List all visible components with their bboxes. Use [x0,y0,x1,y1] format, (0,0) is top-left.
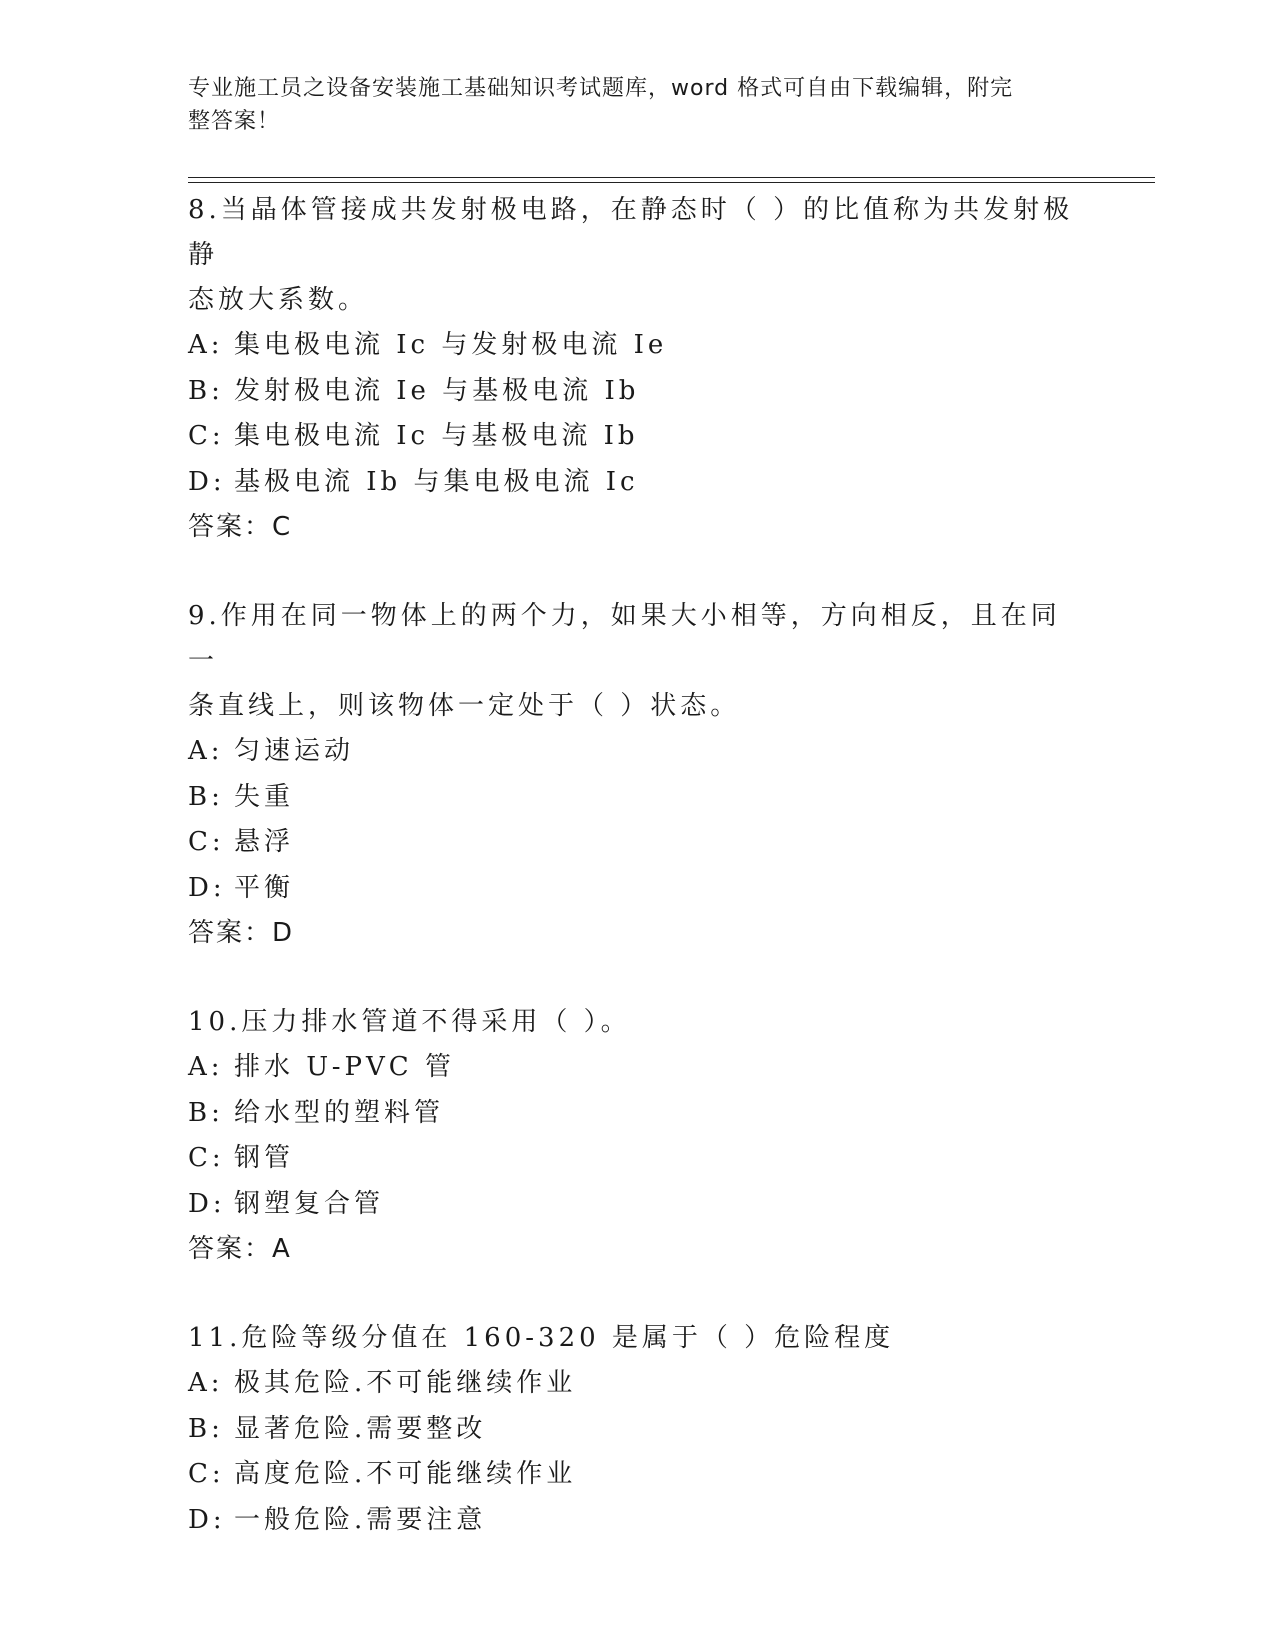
question-text-line: 条直线上，则该物体一定处于（ ）状态。 [188,691,741,721]
option-text: 钢管 [234,1143,295,1173]
option-text: 悬浮 [234,827,295,857]
option-text: 失重 [234,781,295,812]
option-text: 匀速运动 [234,736,355,766]
option-d [188,1498,1148,1544]
option-a [188,1045,1148,1091]
question-text-line: 8.当晶体管接成共发射极电路，在静态时（ ）的比值称为共发射极静 [188,195,1074,270]
option-c [188,414,1148,460]
option-text: 排水 U-PVC 管 [234,1052,455,1082]
option-letter: C: [188,1459,225,1489]
option-letter: B: [188,375,224,406]
option-b [188,1091,1148,1137]
question-11 [188,1316,1148,1543]
option-letter: D: [188,872,226,903]
header-line-2: 整答案！ [188,109,281,134]
header-divider-bottom [188,182,1155,183]
option-text: 高度危险.不可能继续作业 [234,1459,577,1489]
option-letter: D: [188,1504,226,1535]
option-letter: B: [188,1097,224,1128]
option-text: 集电极电流 Ic 与发射极电流 Ie [234,330,668,360]
question-text [188,1316,1088,1361]
option-letter: A: [188,330,224,360]
question-9 [188,594,1148,956]
option-a [188,1361,1148,1407]
option-c [188,820,1148,866]
option-a [188,729,1148,775]
answer-line: 答案：D [188,918,295,948]
question-text [188,188,1088,323]
question-spacer [188,550,1148,594]
option-a [188,323,1148,369]
question-8 [188,188,1148,550]
question-spacer [188,956,1148,1000]
question-text-line: 9.作用在同一物体上的两个力，如果大小相等，方向相反，且在同一 [188,601,1061,676]
question-text-line: 11.危险等级分值在 160-320 是属于（ ）危险程度 [188,1323,895,1353]
option-text: 平衡 [234,872,295,903]
option-text: 钢塑复合管 [234,1188,385,1219]
option-text: 集电极电流 Ic 与基极电流 Ib [234,421,639,451]
option-letter: B: [188,1413,224,1444]
option-letter: A: [188,1052,224,1082]
option-c [188,1136,1148,1182]
document-header [188,72,1068,138]
option-text: 给水型的塑料管 [234,1097,445,1128]
question-text-line: 10.压力排水管道不得采用（ ）。 [188,1007,631,1037]
option-text: 发射极电流 Ie 与基极电流 Ib [234,375,640,406]
option-text: 一般危险.需要注意 [234,1504,487,1535]
option-letter: D: [188,466,226,497]
option-letter: A: [188,1368,224,1398]
option-letter: C: [188,1143,225,1173]
option-letter: C: [188,421,225,451]
option-text: 显著危险.需要整改 [234,1413,487,1444]
answer-line: 答案：A [188,1234,292,1264]
question-10 [188,1000,1148,1272]
option-letter: B: [188,781,224,812]
header-line-1: 专业施工员之设备安装施工基础知识考试题库，word 格式可自由下载编辑，附完 [188,76,1014,101]
header-divider-top [188,177,1155,178]
option-text: 极其危险.不可能继续作业 [234,1368,577,1398]
option-d [188,1182,1148,1228]
option-d [188,460,1148,506]
option-letter: D: [188,1188,226,1219]
option-d [188,866,1148,912]
option-letter: C: [188,827,225,857]
question-spacer [188,1272,1148,1316]
answer-line: 答案：C [188,512,293,542]
question-text [188,594,1088,729]
option-letter: A: [188,736,224,766]
option-b [188,1407,1148,1453]
question-text-line: 态放大系数。 [188,285,369,315]
question-list [188,188,1148,1543]
option-c [188,1452,1148,1498]
option-b [188,775,1148,821]
question-text [188,1000,1088,1045]
option-b [188,369,1148,415]
option-text: 基极电流 Ib 与集电极电流 Ic [234,466,639,497]
